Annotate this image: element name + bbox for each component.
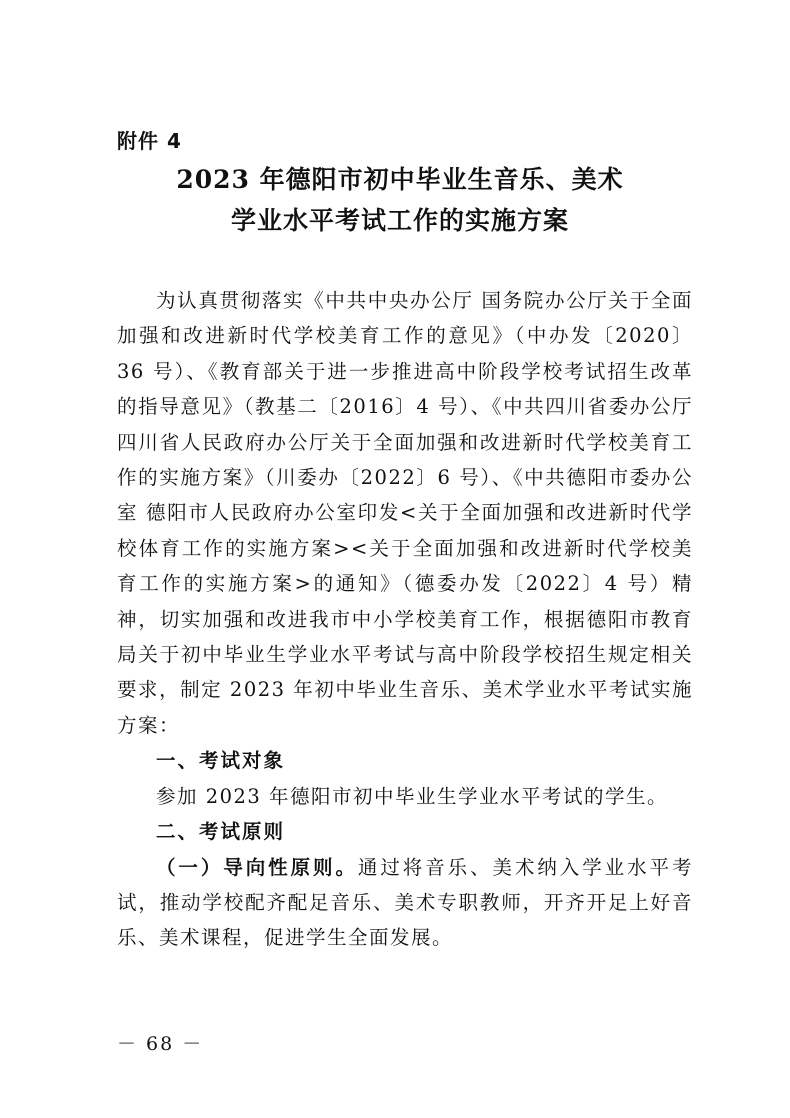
section-2-heading: 二、考试原则 (156, 820, 286, 844)
page-number: － 68 － (117, 1033, 204, 1055)
section-1-paragraph: 参加 2023 年德阳市初中毕业生学业水平考试的学生。 (156, 784, 669, 808)
document-title-line-2: 学业水平考试工作的实施方案 (230, 206, 569, 235)
section-2-item-1-text: 通过将音乐、美术纳入学业水平考试，推动学校配齐配足音乐、美术专职教师，开齐开足上好音乐、美术课程，促进学生全面发展。 (117, 855, 693, 950)
document-body (117, 283, 693, 956)
document-title-line-1: 2023 年德阳市初中毕业生音乐、美术 (176, 165, 624, 194)
section-1-heading: 一、考试对象 (156, 749, 286, 773)
attachment-label: 附件 4 (117, 129, 182, 153)
section-2-item-1-label: （一）导向性原则。 (156, 855, 358, 879)
section-2-item-1-paragraph (117, 850, 693, 956)
intro-paragraph: 为认真贯彻落实《中共中央办公厅 国务院办公厅关于全面加强和改进新时代学校美育工作的意见》（中办发〔2020〕36 号）、《教育部关于进一步推进高中阶段学校考试招生改革的指导意见》（教基二〔2016〕4 号）、《中共四川省委办公厅 四川省人民政府办公厅关于全面加强和改进新时代学校美育工作的实施方案》（川委办〔2022〕6 号）、《中共德阳市委办公室 德阳市人民政府办公室印发<关于全面加强和改进新时代学校体育工作的实施方案><关于全面加强和改进新时代学校美育工作的实施方案>的通知》（德委办发〔2022〕4 号）精神，切实加强和改进我市中小学校美育工作，根据德阳市教育局关于初中毕业生学业水平考试与高中阶段学校招生规定相关要求，制定 2023 年初中毕业生音乐、美术学业水平考试实施方案： (117, 289, 693, 737)
